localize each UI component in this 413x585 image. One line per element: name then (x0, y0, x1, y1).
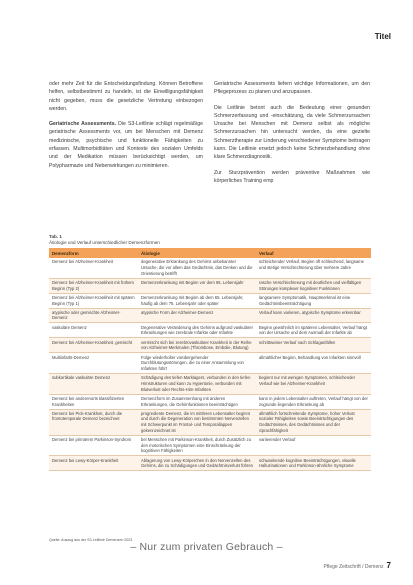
table-header-cell: Verlauf (256, 248, 371, 258)
cell-course: schleichender Verlauf, Beginn oft schleichend, langsame und stetige Verschlechterung über mehrere Jahre (256, 258, 371, 278)
cell-dementia-form: Demenz bei primärem Parkinson-Syndrom (49, 435, 138, 456)
paragraph-heading: Geriatrische Assessments. (49, 121, 117, 128)
body-column-left (49, 80, 203, 177)
cell-etiology: atypische Form der Alzheimer-Demenz (138, 308, 256, 323)
cell-dementia-form: atypische oder gemischte Alzheimer-Demenz (49, 308, 138, 323)
table-row (49, 258, 371, 278)
cell-etiology: Demenzform im Zusammenhang mit anderen Erkrankungen, die Gehirnfunktionen beeinträchtigen (138, 394, 256, 409)
cell-course: kann in jedem Lebensalter auftreten, Verlauf hängt von der zugrunde liegenden Erkrankung ab (256, 394, 371, 409)
journal-name: Pflege Zeitschrift / Demenz (323, 564, 384, 570)
table-header-cell: Ätiologie (138, 248, 256, 258)
table-row (49, 278, 371, 293)
table-number: Tab. 1 (49, 234, 62, 239)
cell-dementia-form: vaskuläre Demenz (49, 323, 138, 338)
cell-course: beginnt nur mit wenigen Symptomen, schleichender Verlauf wie bei Alzheimer-Krankheit (256, 373, 371, 394)
table-row (49, 456, 371, 471)
section-tag: Titel (374, 32, 391, 41)
paragraph: Zur Sturzprävention werden präventive Maßnahmen wie körperliches Training emp (214, 169, 370, 184)
table-row (49, 435, 371, 456)
cell-etiology: Demenzerkrankung mit Beginn vor dem 65. Lebensjahr (138, 278, 256, 293)
table-row (49, 338, 371, 353)
cell-course: allmählich fortschreitende Symptome, hoher Verlust sozialer Fähigkeiten sowie Beeinträchtigungen des Gedächtnisses, des Gedächtnisses und der Sprachfähigkeit (256, 409, 371, 435)
table-row (49, 394, 371, 409)
table-row (49, 353, 371, 374)
paragraph: Geriatrische Assessments liefern wichtige Informationen, um den Pflegeprozess zu planen und anzupassen. (214, 81, 370, 96)
page-footer (324, 561, 391, 570)
cell-course: rasche Verschlechterung mit deutlichen und vielfältigen Störungen komplexer kognitiver Funktionen (256, 278, 371, 293)
watermark: – Nur zum privaten Gebrauch – (130, 541, 283, 553)
cell-course: Verlauf kann variieren, atypische Symptome erkennbar (256, 308, 371, 323)
cell-course: allmählicher Beginn, Behandlung von Infarkten sinnvoll (256, 353, 371, 374)
dementia-types-table (49, 248, 371, 471)
cell-dementia-form: Demenz bei Alzheimer-Krankheit, gemischt (49, 338, 138, 353)
cell-dementia-form: subkortikale vaskuläre Demenz (49, 373, 138, 394)
cell-etiology: Degenerative Veränderung des Gehirns aufgrund vaskulärer Erkrankungen wie zerebrale Infarkte oder Infarkte (138, 323, 256, 338)
cell-etiology: Schädigung des tiefen Marklagers, verbunden in den tiefen Hirnstrukturen und kann zu Hypertonie, verbunden mit Blutverlust oder Rechts-Hirn-Infarkten (138, 373, 256, 394)
page-number: 7 (386, 561, 391, 570)
cell-course: schwankende kognitive Beeinträchtigungen, visuelle Halluzinationen und Parkinson-ähnliche Symptome (256, 456, 371, 471)
table-row (49, 373, 371, 394)
cell-course: langsamere Symptomatik, Hauptmerkmal ist eine Gedächtnisbeeinträchtigung (256, 293, 371, 308)
cell-dementia-form: Demenz bei Pick-Krankheit, durch die frontotemporale Demenz bezeichnet (49, 409, 138, 435)
cell-dementia-form: Demenz bei anderenorts klassifizierten Krankheiten (49, 394, 138, 409)
cell-dementia-form: Demenz bei Alzheimer-Krankheit (49, 258, 138, 278)
cell-etiology: degenerative Erkrankung des Gehirns unbekannter Ursache, die vor allem das Gedächtnis, das Denken und die Orientierung betrifft (138, 258, 256, 278)
body-column-right (214, 80, 370, 192)
paragraph: Die Leitlinie betont auch die Bedeutung einer gesunden Schmerzerfassung und -einschätzung, da viele Schmerzursachen Ursache bei Menschen mit Demenz selbst als mögliche Schmerzursachen hin untersucht werden, da eine gezielte Schmerztherapie zur Linderung verschiedener Symptome beitragen kann. Die Leitlinie ersetzt jedoch keine Schmerzbehandlung ohne klare Schmerzdiagnostik. (214, 104, 370, 161)
cell-dementia-form: Demenz bei Lewy-Körper-Krankheit (49, 456, 138, 471)
table-row (49, 409, 371, 435)
table-header-cell: Demenzform (49, 248, 138, 258)
table-title: Ätiologie und Verlauf unterschiedlicher Demenzformen (49, 240, 160, 245)
table-source-note: Quelle: Auszug aus der S3-Leitlinie Demenzen 2023 (49, 538, 133, 542)
table-caption (49, 234, 160, 246)
paragraph: oder mehr Zeit für die Entscheidungsfindung. Können Betroffene helfen, selbstbestimmt zu handeln, ist die Einwilligungsfähigkeit nicht gegeben, muss die gesetzliche Vertretung einbezogen werden. (49, 81, 203, 112)
cell-etiology: Ablagerung von Lewy-Körperchen in den Nervenzellen des Gehirns, die zu Schädigungen und Gedächtnisverlust führen (138, 456, 256, 471)
table-row (49, 308, 371, 323)
cell-etiology: Folge wiederholter vorübergehender Durchblutungsstörungen, die zu einer Ansammlung von Infarkten führt (138, 353, 256, 374)
cell-etiology: progrediente Demenz, die im mittleren Lebensalter beginnt und durch die Degeneration von bestimmten Nervenzellen mit Schwerpunkt im Frontal- und Temporallappen gekennzeichnet ist (138, 409, 256, 435)
table-header-row (49, 248, 371, 258)
cell-course: Beginn gewöhnlich im späteren Lebensalter, Verlauf hängt von der Ursache und dem Ausmaß der Infarkte ab (256, 323, 371, 338)
paragraph: Geriatrische Assessments. Die S3-Leitlinie schlägt regelmäßige geriatrische Assessments vor, um bei Menschen mit Demenz medizinische, psychische und funktionelle Fähigkeiten zu erfassen. Multimorbiditäten und Kontexte des sozialen Umfelds und der Medikation müssen berücksichtigt werden, um Polypharmazie und Nebenwirkungen zu minimieren. (49, 121, 203, 169)
cell-course: schrittweiser Verlauf nach Schlaganfällen (256, 338, 371, 353)
cell-dementia-form: Demenz bei Alzheimer-Krankheit mit frühem Beginn (Typ 2) (49, 278, 138, 293)
cell-etiology: vermischt sich bei zerebrovaskulärer Krankheit in der Reihe von Alzheimer-Merkmalen (Thrombose, Embolie, Blutung) (138, 338, 256, 353)
table-row (49, 293, 371, 308)
cell-dementia-form: Demenz bei Alzheimer-Krankheit mit spätem Beginn (Typ 1) (49, 293, 138, 308)
table-row (49, 323, 371, 338)
cell-etiology: bei Menschen mit Parkinson-Krankheit, durch Zusätzlich zu den motorischen Symptomen eine Einschränkung der kognitiven Fähigkeiten (138, 435, 256, 456)
cell-etiology: Demenzerkrankung mit Beginn ab dem 65. Lebensjahr, häufig ab dem 75. Lebensjahr oder später (138, 293, 256, 308)
cell-course: variierender Verlauf (256, 435, 371, 456)
cell-dementia-form: Multiinfarkt-Demenz (49, 353, 138, 374)
